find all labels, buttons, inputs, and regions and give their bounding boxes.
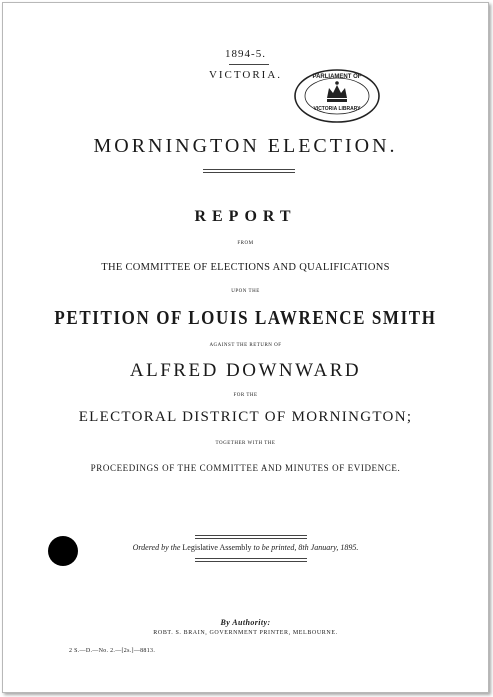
order-suffix: to be printed, 8th January, 1895. bbox=[253, 543, 359, 552]
document-page bbox=[2, 2, 489, 693]
stamp-bottom-text: VICTORIA LIBRARY bbox=[313, 106, 361, 112]
title-divider bbox=[203, 169, 295, 173]
document-code: 2 S.—D.—No. 2.—[2s.]—8813. bbox=[69, 648, 156, 654]
order-top-divider bbox=[195, 535, 307, 539]
committee-line: THE COMMITTEE OF ELECTIONS AND QUALIFICATIONS bbox=[101, 262, 390, 273]
petition-line: PETITION OF LOUIS LAWRENCE SMITH bbox=[54, 306, 437, 329]
order-body: Legislative Assembly bbox=[182, 543, 252, 552]
member-name: ALFRED DOWNWARD bbox=[129, 360, 362, 381]
authority-label: By Authority: bbox=[220, 618, 271, 627]
order-line bbox=[3, 543, 488, 552]
from-label: FROM bbox=[237, 241, 254, 246]
against-label: AGAINST THE RETURN OF bbox=[209, 343, 282, 348]
proceedings-line: PROCEEDINGS OF THE COMMITTEE AND MINUTES OF EVIDENCE. bbox=[90, 463, 401, 473]
page-title: MORNINGTON ELECTION. bbox=[93, 135, 398, 157]
district-line: ELECTORAL DISTRICT OF MORNINGTON; bbox=[78, 409, 413, 425]
order-prefix: Ordered by the bbox=[132, 543, 181, 552]
year-label: 1894-5. bbox=[225, 48, 266, 60]
upon-the-label: UPON THE bbox=[231, 289, 260, 294]
library-stamp bbox=[293, 68, 381, 124]
printer-line: ROBT. S. BRAIN, GOVERNMENT PRINTER, MELBOURNE. bbox=[153, 630, 338, 636]
report-heading: REPORT bbox=[194, 208, 297, 225]
stamp-top-text: PARLIAMENT OF bbox=[312, 74, 362, 80]
for-the-label: FOR THE bbox=[233, 393, 258, 398]
together-label: TOGETHER WITH THE bbox=[215, 441, 276, 446]
order-bottom-divider bbox=[195, 558, 307, 562]
state-label: VICTORIA. bbox=[208, 69, 283, 81]
year-divider bbox=[229, 64, 269, 65]
